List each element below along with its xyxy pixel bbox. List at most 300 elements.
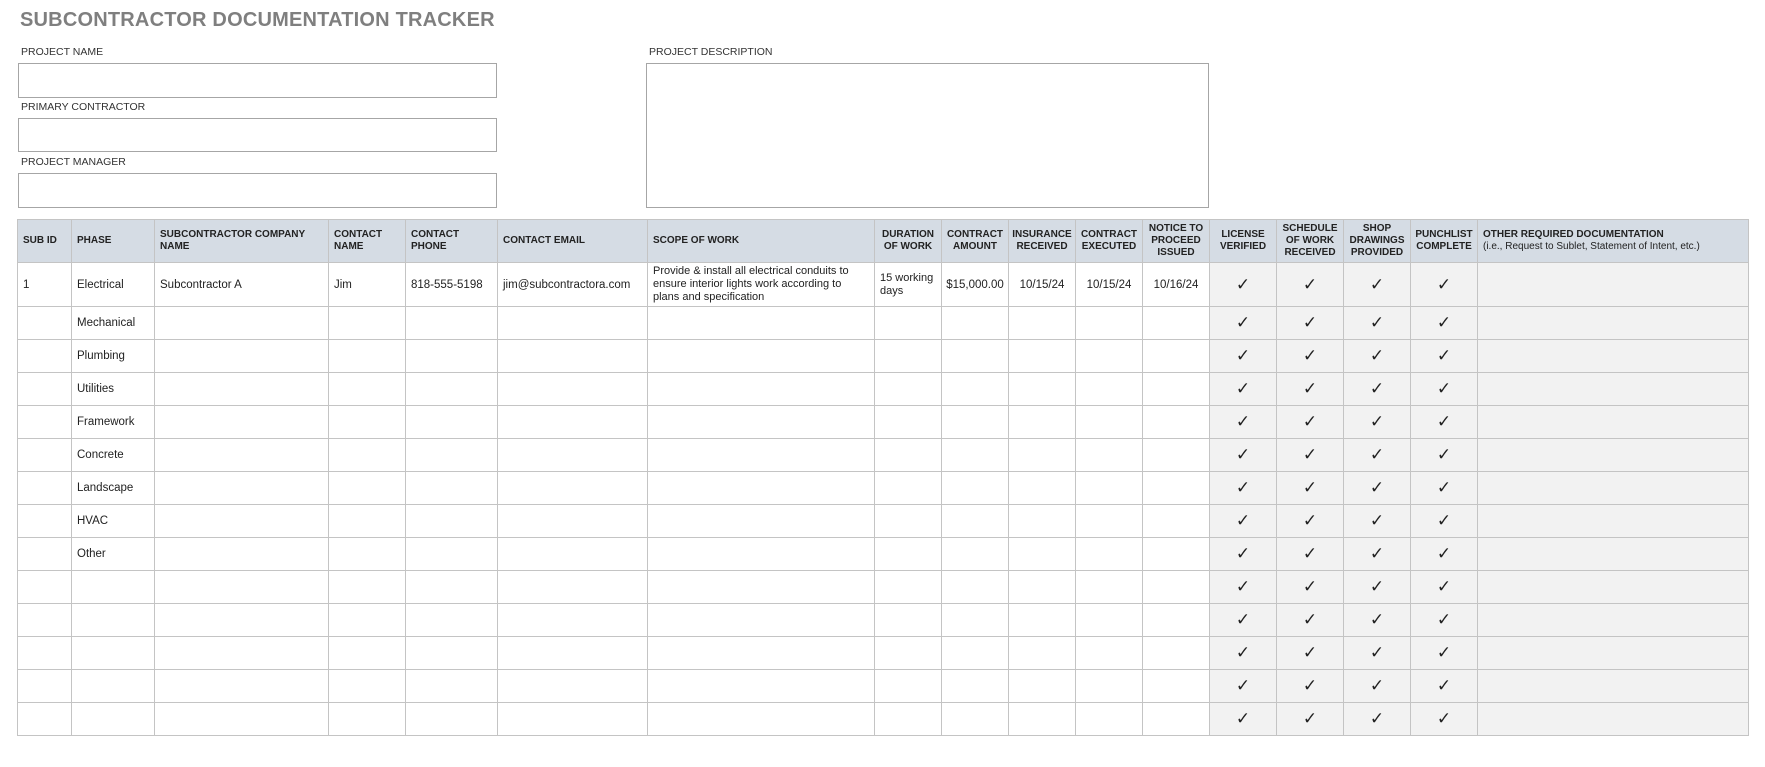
drawings-check-cell[interactable] xyxy=(1344,373,1411,406)
cell-company[interactable] xyxy=(155,538,329,571)
cell-insurance[interactable] xyxy=(1009,637,1076,670)
punchlist-check-cell[interactable] xyxy=(1411,373,1478,406)
punchlist-check-cell[interactable] xyxy=(1411,439,1478,472)
drawings-check-cell[interactable] xyxy=(1344,263,1411,307)
checkmark-icon: ✓ xyxy=(1235,511,1251,530)
cell-contact-phone[interactable] xyxy=(406,340,498,373)
cell-duration[interactable] xyxy=(875,439,942,472)
cell-phase[interactable]: Other xyxy=(72,538,155,571)
cell-phase[interactable]: HVAC xyxy=(72,505,155,538)
cell-executed[interactable] xyxy=(1076,472,1143,505)
license-check-cell[interactable] xyxy=(1210,670,1277,703)
license-check-cell[interactable] xyxy=(1210,571,1277,604)
cell-company[interactable] xyxy=(155,439,329,472)
cell-amount[interactable] xyxy=(942,439,1009,472)
cell-other-documentation[interactable] xyxy=(1478,505,1749,538)
header-company: SUBCONTRACTOR COMPANY NAME xyxy=(155,220,329,263)
cell-company[interactable] xyxy=(155,472,329,505)
cell-contact-name[interactable]: Jim xyxy=(329,263,406,307)
license-check-cell[interactable] xyxy=(1210,406,1277,439)
cell-insurance[interactable] xyxy=(1009,340,1076,373)
cell-notice[interactable] xyxy=(1143,505,1210,538)
header-insurance: INSURANCE RECEIVED xyxy=(1009,220,1076,263)
cell-contact-name[interactable] xyxy=(329,505,406,538)
cell-sub-id[interactable] xyxy=(18,307,72,340)
cell-scope[interactable] xyxy=(648,439,875,472)
checkmark-icon: ✓ xyxy=(1235,313,1251,332)
header-contact-phone: CONTACT PHONE xyxy=(406,220,498,263)
cell-phase[interactable] xyxy=(72,571,155,604)
table-row xyxy=(18,637,1749,670)
checkmark-icon: ✓ xyxy=(1369,511,1385,530)
punchlist-check-cell[interactable] xyxy=(1411,538,1478,571)
cell-contact-name[interactable] xyxy=(329,703,406,736)
cell-contact-phone[interactable] xyxy=(406,571,498,604)
license-check-cell[interactable] xyxy=(1210,637,1277,670)
punchlist-check-cell[interactable] xyxy=(1411,637,1478,670)
punchlist-check-cell[interactable] xyxy=(1411,340,1478,373)
cell-executed[interactable] xyxy=(1076,406,1143,439)
project-manager-field[interactable] xyxy=(18,173,497,208)
cell-other-documentation[interactable] xyxy=(1478,340,1749,373)
schedule-check-cell[interactable] xyxy=(1277,703,1344,736)
checkmark-icon: ✓ xyxy=(1436,709,1452,728)
table-row xyxy=(18,703,1749,736)
cell-executed[interactable] xyxy=(1076,538,1143,571)
cell-notice[interactable] xyxy=(1143,307,1210,340)
project-description-label: PROJECT DESCRIPTION xyxy=(649,46,773,58)
table-row xyxy=(18,373,1749,406)
cell-contact-name[interactable] xyxy=(329,439,406,472)
checkmark-icon: ✓ xyxy=(1436,346,1452,365)
cell-contact-email[interactable] xyxy=(498,373,648,406)
cell-contact-email[interactable]: jim@subcontractora.com xyxy=(498,263,648,307)
punchlist-check-cell[interactable] xyxy=(1411,703,1478,736)
checkmark-icon: ✓ xyxy=(1302,478,1318,497)
cell-other-documentation[interactable] xyxy=(1478,637,1749,670)
checkmark-icon: ✓ xyxy=(1436,274,1452,294)
cell-notice[interactable]: 10/16/24 xyxy=(1143,263,1210,307)
header-amount: CONTRACT AMOUNT xyxy=(942,220,1009,263)
drawings-check-cell[interactable] xyxy=(1344,571,1411,604)
cell-contact-name[interactable] xyxy=(329,373,406,406)
cell-insurance[interactable] xyxy=(1009,439,1076,472)
license-check-cell[interactable] xyxy=(1210,472,1277,505)
checkmark-icon: ✓ xyxy=(1369,676,1385,695)
checkmark-icon: ✓ xyxy=(1369,346,1385,365)
cell-contact-email[interactable] xyxy=(498,439,648,472)
checkmark-icon: ✓ xyxy=(1369,313,1385,332)
checkmark-icon: ✓ xyxy=(1302,709,1318,728)
schedule-check-cell[interactable] xyxy=(1277,406,1344,439)
cell-amount[interactable] xyxy=(942,373,1009,406)
cell-scope[interactable] xyxy=(648,373,875,406)
cell-insurance[interactable] xyxy=(1009,571,1076,604)
cell-contact-name[interactable] xyxy=(329,406,406,439)
cell-phase[interactable]: Concrete xyxy=(72,439,155,472)
cell-executed[interactable] xyxy=(1076,373,1143,406)
page-title: SUBCONTRACTOR DOCUMENTATION TRACKER xyxy=(20,9,495,31)
cell-amount[interactable] xyxy=(942,307,1009,340)
cell-executed[interactable] xyxy=(1076,604,1143,637)
header-phase: PHASE xyxy=(72,220,155,263)
cell-amount[interactable] xyxy=(942,406,1009,439)
cell-sub-id[interactable] xyxy=(18,538,72,571)
cell-notice[interactable] xyxy=(1143,604,1210,637)
cell-contact-phone[interactable] xyxy=(406,406,498,439)
project-description-field[interactable] xyxy=(646,63,1209,208)
cell-phase[interactable]: Plumbing xyxy=(72,340,155,373)
cell-contact-phone[interactable] xyxy=(406,373,498,406)
cell-contact-email[interactable] xyxy=(498,307,648,340)
checkmark-icon: ✓ xyxy=(1235,445,1251,464)
cell-executed[interactable]: 10/15/24 xyxy=(1076,263,1143,307)
punchlist-check-cell[interactable] xyxy=(1411,307,1478,340)
cell-amount[interactable] xyxy=(942,472,1009,505)
checkmark-icon: ✓ xyxy=(1302,577,1318,596)
cell-scope[interactable] xyxy=(648,340,875,373)
cell-company[interactable] xyxy=(155,670,329,703)
cell-contact-name[interactable] xyxy=(329,571,406,604)
cell-executed[interactable] xyxy=(1076,505,1143,538)
cell-scope[interactable] xyxy=(648,505,875,538)
schedule-check-cell[interactable] xyxy=(1277,571,1344,604)
cell-contact-name[interactable] xyxy=(329,538,406,571)
cell-contact-phone[interactable] xyxy=(406,637,498,670)
cell-notice[interactable] xyxy=(1143,538,1210,571)
cell-scope[interactable]: Provide & install all electrical conduits to ensure interior lights work according to plans and specification xyxy=(648,263,875,307)
cell-contact-email[interactable] xyxy=(498,538,648,571)
cell-contact-phone[interactable] xyxy=(406,307,498,340)
cell-other-documentation[interactable] xyxy=(1478,439,1749,472)
cell-notice[interactable] xyxy=(1143,406,1210,439)
cell-sub-id[interactable] xyxy=(18,472,72,505)
cell-executed[interactable] xyxy=(1076,307,1143,340)
cell-contact-phone[interactable] xyxy=(406,505,498,538)
header-other xyxy=(1478,220,1749,263)
table-row xyxy=(18,340,1749,373)
cell-amount[interactable]: $15,000.00 xyxy=(942,263,1009,307)
cell-contact-name[interactable] xyxy=(329,604,406,637)
cell-company[interactable] xyxy=(155,406,329,439)
punchlist-check-cell[interactable] xyxy=(1411,505,1478,538)
cell-contact-email[interactable] xyxy=(498,406,648,439)
cell-sub-id[interactable]: 1 xyxy=(18,263,72,307)
cell-notice[interactable] xyxy=(1143,472,1210,505)
schedule-check-cell[interactable] xyxy=(1277,637,1344,670)
cell-other-documentation[interactable] xyxy=(1478,263,1749,307)
cell-sub-id[interactable] xyxy=(18,604,72,637)
checkmark-icon: ✓ xyxy=(1235,709,1251,728)
schedule-check-cell[interactable] xyxy=(1277,538,1344,571)
cell-other-documentation[interactable] xyxy=(1478,373,1749,406)
cell-contact-name[interactable] xyxy=(329,307,406,340)
checkmark-icon: ✓ xyxy=(1436,577,1452,596)
drawings-check-cell[interactable] xyxy=(1344,406,1411,439)
cell-insurance[interactable] xyxy=(1009,373,1076,406)
cell-contact-phone[interactable] xyxy=(406,472,498,505)
cell-contact-phone[interactable] xyxy=(406,604,498,637)
cell-amount[interactable] xyxy=(942,571,1009,604)
checkmark-icon: ✓ xyxy=(1302,379,1318,398)
drawings-check-cell[interactable] xyxy=(1344,670,1411,703)
checkmark-icon: ✓ xyxy=(1235,544,1251,563)
cell-other-documentation[interactable] xyxy=(1478,571,1749,604)
schedule-check-cell[interactable] xyxy=(1277,505,1344,538)
punchlist-check-cell[interactable] xyxy=(1411,670,1478,703)
header-other-title: OTHER REQUIRED DOCUMENTATION xyxy=(1483,229,1664,240)
cell-scope[interactable] xyxy=(648,472,875,505)
cell-sub-id[interactable] xyxy=(18,670,72,703)
cell-executed[interactable] xyxy=(1076,439,1143,472)
checkmark-icon: ✓ xyxy=(1436,643,1452,662)
cell-executed[interactable] xyxy=(1076,670,1143,703)
cell-sub-id[interactable] xyxy=(18,340,72,373)
cell-scope[interactable] xyxy=(648,538,875,571)
checkmark-icon: ✓ xyxy=(1369,445,1385,464)
drawings-check-cell[interactable] xyxy=(1344,637,1411,670)
cell-executed[interactable] xyxy=(1076,571,1143,604)
cell-duration[interactable] xyxy=(875,307,942,340)
license-check-cell[interactable] xyxy=(1210,703,1277,736)
drawings-check-cell[interactable] xyxy=(1344,472,1411,505)
cell-company[interactable] xyxy=(155,571,329,604)
cell-insurance[interactable] xyxy=(1009,670,1076,703)
cell-phase[interactable] xyxy=(72,703,155,736)
cell-phase[interactable] xyxy=(72,670,155,703)
checkmark-icon: ✓ xyxy=(1235,643,1251,662)
cell-contact-name[interactable] xyxy=(329,670,406,703)
cell-amount[interactable] xyxy=(942,703,1009,736)
cell-other-documentation[interactable] xyxy=(1478,538,1749,571)
cell-notice[interactable] xyxy=(1143,670,1210,703)
checkmark-icon: ✓ xyxy=(1302,544,1318,563)
cell-scope[interactable] xyxy=(648,703,875,736)
cell-duration[interactable] xyxy=(875,472,942,505)
cell-duration[interactable] xyxy=(875,538,942,571)
cell-other-documentation[interactable] xyxy=(1478,307,1749,340)
table-row xyxy=(18,406,1749,439)
checkmark-icon: ✓ xyxy=(1436,478,1452,497)
project-name-field[interactable] xyxy=(18,63,497,98)
cell-amount[interactable] xyxy=(942,538,1009,571)
cell-phase[interactable] xyxy=(72,637,155,670)
cell-company[interactable] xyxy=(155,373,329,406)
license-check-cell[interactable] xyxy=(1210,439,1277,472)
license-check-cell[interactable] xyxy=(1210,340,1277,373)
punchlist-check-cell[interactable] xyxy=(1411,571,1478,604)
license-check-cell[interactable] xyxy=(1210,604,1277,637)
cell-insurance[interactable] xyxy=(1009,703,1076,736)
primary-contractor-label: PRIMARY CONTRACTOR xyxy=(21,101,146,113)
cell-contact-name[interactable] xyxy=(329,472,406,505)
cell-company[interactable] xyxy=(155,505,329,538)
schedule-check-cell[interactable] xyxy=(1277,373,1344,406)
cell-duration[interactable] xyxy=(875,571,942,604)
cell-duration[interactable] xyxy=(875,505,942,538)
checkmark-icon: ✓ xyxy=(1436,313,1452,332)
drawings-check-cell[interactable] xyxy=(1344,439,1411,472)
schedule-check-cell[interactable] xyxy=(1277,439,1344,472)
cell-notice[interactable] xyxy=(1143,340,1210,373)
cell-executed[interactable] xyxy=(1076,340,1143,373)
checkmark-icon: ✓ xyxy=(1436,544,1452,563)
cell-sub-id[interactable] xyxy=(18,505,72,538)
cell-sub-id[interactable] xyxy=(18,373,72,406)
cell-contact-phone[interactable] xyxy=(406,703,498,736)
checkmark-icon: ✓ xyxy=(1235,412,1251,431)
cell-notice[interactable] xyxy=(1143,571,1210,604)
cell-insurance[interactable] xyxy=(1009,307,1076,340)
cell-executed[interactable] xyxy=(1076,703,1143,736)
cell-amount[interactable] xyxy=(942,505,1009,538)
primary-contractor-field[interactable] xyxy=(18,118,497,152)
project-manager-label: PROJECT MANAGER xyxy=(21,156,126,168)
cell-duration[interactable] xyxy=(875,703,942,736)
cell-sub-id[interactable] xyxy=(18,637,72,670)
cell-phase[interactable]: Utilities xyxy=(72,373,155,406)
checkmark-icon: ✓ xyxy=(1302,676,1318,695)
cell-company[interactable] xyxy=(155,703,329,736)
cell-insurance[interactable] xyxy=(1009,505,1076,538)
schedule-check-cell[interactable] xyxy=(1277,340,1344,373)
cell-phase[interactable] xyxy=(72,604,155,637)
header-contact-email: CONTACT EMAIL xyxy=(498,220,648,263)
punchlist-check-cell[interactable] xyxy=(1411,263,1478,307)
checkmark-icon: ✓ xyxy=(1369,379,1385,398)
cell-scope[interactable] xyxy=(648,307,875,340)
checkmark-icon: ✓ xyxy=(1436,676,1452,695)
header-scope: SCOPE OF WORK xyxy=(648,220,875,263)
cell-contact-email[interactable] xyxy=(498,505,648,538)
license-check-cell[interactable] xyxy=(1210,373,1277,406)
cell-contact-email[interactable] xyxy=(498,703,648,736)
cell-other-documentation[interactable] xyxy=(1478,472,1749,505)
cell-contact-phone[interactable] xyxy=(406,439,498,472)
cell-phase[interactable]: Framework xyxy=(72,406,155,439)
schedule-check-cell[interactable] xyxy=(1277,263,1344,307)
cell-duration[interactable] xyxy=(875,604,942,637)
cell-company[interactable] xyxy=(155,340,329,373)
drawings-check-cell[interactable] xyxy=(1344,340,1411,373)
cell-scope[interactable] xyxy=(648,670,875,703)
cell-contact-email[interactable] xyxy=(498,637,648,670)
cell-phase[interactable]: Electrical xyxy=(72,263,155,307)
cell-contact-email[interactable] xyxy=(498,472,648,505)
cell-contact-email[interactable] xyxy=(498,571,648,604)
cell-duration[interactable] xyxy=(875,670,942,703)
checkmark-icon: ✓ xyxy=(1436,511,1452,530)
drawings-check-cell[interactable] xyxy=(1344,538,1411,571)
drawings-check-cell[interactable] xyxy=(1344,505,1411,538)
cell-notice[interactable] xyxy=(1143,703,1210,736)
cell-company[interactable] xyxy=(155,604,329,637)
cell-contact-name[interactable] xyxy=(329,637,406,670)
cell-sub-id[interactable] xyxy=(18,406,72,439)
cell-insurance[interactable] xyxy=(1009,472,1076,505)
cell-phase[interactable]: Landscape xyxy=(72,472,155,505)
table-row xyxy=(18,670,1749,703)
cell-insurance[interactable] xyxy=(1009,604,1076,637)
license-check-cell[interactable] xyxy=(1210,538,1277,571)
punchlist-check-cell[interactable] xyxy=(1411,472,1478,505)
cell-phase[interactable]: Mechanical xyxy=(72,307,155,340)
checkmark-icon: ✓ xyxy=(1369,544,1385,563)
schedule-check-cell[interactable] xyxy=(1277,307,1344,340)
checkmark-icon: ✓ xyxy=(1235,577,1251,596)
cell-amount[interactable] xyxy=(942,340,1009,373)
cell-other-documentation[interactable] xyxy=(1478,703,1749,736)
cell-other-documentation[interactable] xyxy=(1478,406,1749,439)
checkmark-icon: ✓ xyxy=(1369,274,1385,294)
cell-scope[interactable] xyxy=(648,406,875,439)
cell-sub-id[interactable] xyxy=(18,703,72,736)
cell-duration[interactable] xyxy=(875,637,942,670)
cell-notice[interactable] xyxy=(1143,637,1210,670)
cell-other-documentation[interactable] xyxy=(1478,670,1749,703)
cell-notice[interactable] xyxy=(1143,373,1210,406)
cell-amount[interactable] xyxy=(942,637,1009,670)
cell-insurance[interactable]: 10/15/24 xyxy=(1009,263,1076,307)
license-check-cell[interactable] xyxy=(1210,307,1277,340)
cell-contact-phone[interactable] xyxy=(406,538,498,571)
cell-duration[interactable] xyxy=(875,406,942,439)
license-check-cell[interactable] xyxy=(1210,505,1277,538)
cell-insurance[interactable] xyxy=(1009,538,1076,571)
cell-company[interactable]: Subcontractor A xyxy=(155,263,329,307)
cell-contact-phone[interactable]: 818-555-5198 xyxy=(406,263,498,307)
cell-notice[interactable] xyxy=(1143,439,1210,472)
cell-scope[interactable] xyxy=(648,637,875,670)
cell-contact-email[interactable] xyxy=(498,340,648,373)
checkmark-icon: ✓ xyxy=(1302,643,1318,662)
schedule-check-cell[interactable] xyxy=(1277,472,1344,505)
cell-insurance[interactable] xyxy=(1009,406,1076,439)
checkmark-icon: ✓ xyxy=(1235,610,1251,629)
cell-scope[interactable] xyxy=(648,604,875,637)
cell-company[interactable] xyxy=(155,637,329,670)
checkmark-icon: ✓ xyxy=(1369,412,1385,431)
cell-sub-id[interactable] xyxy=(18,571,72,604)
drawings-check-cell[interactable] xyxy=(1344,703,1411,736)
header-executed: CONTRACT EXECUTED xyxy=(1076,220,1143,263)
header-drawings: SHOP DRAWINGS PROVIDED xyxy=(1344,220,1411,263)
cell-contact-phone[interactable] xyxy=(406,670,498,703)
checkmark-icon: ✓ xyxy=(1235,676,1251,695)
cell-contact-email[interactable] xyxy=(498,670,648,703)
cell-contact-name[interactable] xyxy=(329,340,406,373)
punchlist-check-cell[interactable] xyxy=(1411,406,1478,439)
cell-amount[interactable] xyxy=(942,670,1009,703)
cell-amount[interactable] xyxy=(942,604,1009,637)
cell-contact-email[interactable] xyxy=(498,604,648,637)
license-check-cell[interactable] xyxy=(1210,263,1277,307)
cell-company[interactable] xyxy=(155,307,329,340)
cell-duration[interactable]: 15 working days xyxy=(875,263,942,307)
punchlist-check-cell[interactable] xyxy=(1411,604,1478,637)
drawings-check-cell[interactable] xyxy=(1344,307,1411,340)
cell-duration[interactable] xyxy=(875,340,942,373)
table-row xyxy=(18,538,1749,571)
schedule-check-cell[interactable] xyxy=(1277,604,1344,637)
cell-other-documentation[interactable] xyxy=(1478,604,1749,637)
cell-duration[interactable] xyxy=(875,373,942,406)
cell-executed[interactable] xyxy=(1076,637,1143,670)
schedule-check-cell[interactable] xyxy=(1277,670,1344,703)
cell-scope[interactable] xyxy=(648,571,875,604)
cell-sub-id[interactable] xyxy=(18,439,72,472)
drawings-check-cell[interactable] xyxy=(1344,604,1411,637)
